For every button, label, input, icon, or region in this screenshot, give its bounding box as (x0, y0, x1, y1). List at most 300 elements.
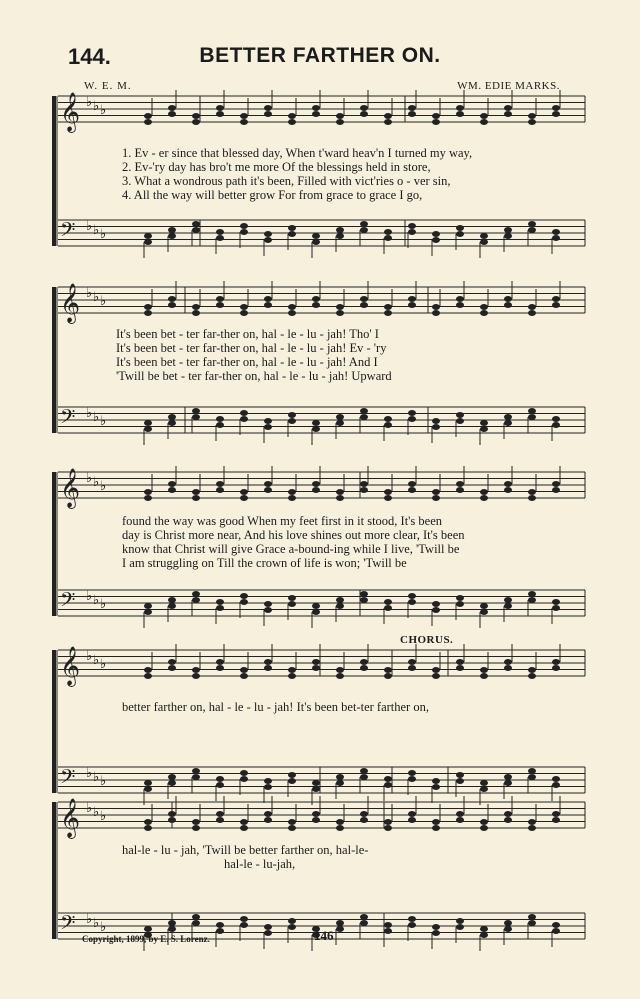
note-head (408, 223, 416, 229)
flat-sign: ♭ (86, 406, 93, 421)
note-head (192, 825, 200, 831)
note-head (528, 310, 536, 316)
note-head (408, 416, 416, 422)
note-head (456, 412, 464, 418)
note-head (312, 659, 320, 665)
lyrics-line-4: better farther on, hal - le - lu - jah! It's been bet-ter farther on, (122, 700, 429, 714)
flat-sign: ♭ (100, 809, 107, 824)
flat-sign: ♭ (100, 227, 107, 242)
note-head (384, 825, 392, 831)
note-head (408, 105, 416, 111)
note-head (504, 597, 512, 603)
note-head (168, 111, 176, 117)
note-head (312, 420, 320, 426)
note-head (504, 926, 512, 932)
note-head (288, 113, 296, 119)
note-head (264, 778, 272, 784)
note-head (336, 603, 344, 609)
words-credit: W. E. M. (84, 80, 132, 92)
treble-clef: 𝄞 (60, 646, 81, 686)
note-head (288, 304, 296, 310)
note-head (528, 304, 536, 310)
note-head (360, 920, 368, 926)
note-head (408, 922, 416, 928)
note-head (480, 119, 488, 125)
flat-sign: ♭ (93, 223, 100, 238)
note-head (384, 922, 392, 928)
note-head (528, 673, 536, 679)
note-head (480, 819, 488, 825)
note-head (360, 408, 368, 414)
note-head (312, 487, 320, 493)
note-head (480, 932, 488, 938)
system-bracket (52, 650, 56, 793)
note-head (168, 487, 176, 493)
lyrics-line-5b: hal-le - lu-jah, (224, 857, 296, 871)
note-head (432, 673, 440, 679)
note-head (192, 310, 200, 316)
note-head (288, 489, 296, 495)
note-head (384, 605, 392, 611)
note-head (336, 667, 344, 673)
note-head (528, 408, 536, 414)
note-head (552, 229, 560, 235)
note-head (432, 424, 440, 430)
note-head (528, 914, 536, 920)
note-head (504, 105, 512, 111)
verse-2-line-1: 2. Ev-'ry day has bro't me more Of the blessings held in store, (122, 160, 431, 174)
note-head (144, 603, 152, 609)
flat-sign: ♭ (100, 479, 107, 494)
page-number: 146 (314, 928, 334, 943)
note-head (192, 920, 200, 926)
note-head (456, 105, 464, 111)
note-head (144, 239, 152, 245)
note-head (264, 924, 272, 930)
hymn-number: 144. (68, 44, 111, 69)
note-head (432, 304, 440, 310)
note-head (168, 811, 176, 817)
note-head (216, 817, 224, 823)
note-head (288, 595, 296, 601)
note-head (384, 776, 392, 782)
note-head (432, 778, 440, 784)
note-head (144, 673, 152, 679)
note-head (552, 817, 560, 823)
note-head (360, 302, 368, 308)
note-head (240, 825, 248, 831)
note-head (336, 673, 344, 679)
note-head (408, 811, 416, 817)
note-head (480, 926, 488, 932)
note-head (168, 774, 176, 780)
verse-2-line-2: It's been bet - ter far-ther on, hal - le - lu - jah! Ev - 'ry (116, 341, 387, 355)
note-head (192, 408, 200, 414)
note-head (408, 665, 416, 671)
note-head (384, 229, 392, 235)
note-head (360, 768, 368, 774)
system-bracket (52, 802, 56, 939)
note-head (192, 667, 200, 673)
note-head (384, 489, 392, 495)
note-head (336, 825, 344, 831)
note-head (360, 774, 368, 780)
note-head (432, 418, 440, 424)
note-head (336, 414, 344, 420)
note-head (168, 665, 176, 671)
note-head (480, 786, 488, 792)
note-head (384, 667, 392, 673)
note-head (240, 416, 248, 422)
flat-sign: ♭ (100, 774, 107, 789)
note-head (480, 239, 488, 245)
note-head (144, 426, 152, 432)
note-head (336, 774, 344, 780)
note-head (288, 418, 296, 424)
note-head (216, 416, 224, 422)
music-credit: WM. EDIE MARKS. (457, 80, 560, 92)
note-head (336, 113, 344, 119)
note-head (384, 599, 392, 605)
note-head (504, 603, 512, 609)
flat-sign: ♭ (93, 290, 100, 305)
note-head (552, 416, 560, 422)
hymn-title: BETTER FARTHER ON. (199, 44, 441, 67)
note-head (240, 776, 248, 782)
flat-sign: ♭ (86, 649, 93, 664)
note-head (384, 119, 392, 125)
note-head (336, 489, 344, 495)
note-head (192, 119, 200, 125)
note-head (168, 926, 176, 932)
note-head (336, 780, 344, 786)
note-head (288, 825, 296, 831)
flat-sign: ♭ (93, 99, 100, 114)
bass-clef: 𝄢 (60, 911, 76, 939)
note-head (384, 495, 392, 501)
note-head (504, 665, 512, 671)
note-head (480, 420, 488, 426)
note-head (456, 817, 464, 823)
note-head (240, 113, 248, 119)
note-head (264, 930, 272, 936)
note-head (144, 609, 152, 615)
note-head (168, 481, 176, 487)
note-head (144, 113, 152, 119)
note-head (240, 593, 248, 599)
note-head (456, 296, 464, 302)
note-head (336, 304, 344, 310)
note-head (288, 495, 296, 501)
note-head (240, 489, 248, 495)
flat-sign: ♭ (100, 920, 107, 935)
note-head (312, 780, 320, 786)
flat-sign: ♭ (93, 805, 100, 820)
note-head (240, 673, 248, 679)
note-head (456, 665, 464, 671)
flat-sign: ♭ (100, 103, 107, 118)
verse-4-line-2: 'Twill be bet - ter far-ther on, hal - le - lu - jah! Upward (116, 369, 392, 383)
note-head (240, 916, 248, 922)
note-head (504, 780, 512, 786)
note-head (552, 302, 560, 308)
note-head (192, 221, 200, 227)
note-head (312, 609, 320, 615)
note-head (288, 778, 296, 784)
note-head (360, 817, 368, 823)
note-head (288, 225, 296, 231)
note-head (288, 601, 296, 607)
note-head (264, 487, 272, 493)
note-head (192, 227, 200, 233)
note-head (216, 782, 224, 788)
note-head (552, 922, 560, 928)
note-head (552, 811, 560, 817)
note-head (432, 667, 440, 673)
note-head (168, 296, 176, 302)
note-head (552, 481, 560, 487)
note-head (456, 111, 464, 117)
note-head (144, 495, 152, 501)
note-head (264, 784, 272, 790)
note-head (504, 420, 512, 426)
note-head (264, 105, 272, 111)
note-head (480, 603, 488, 609)
note-head (456, 231, 464, 237)
note-head (432, 825, 440, 831)
note-head (216, 235, 224, 241)
note-head (144, 926, 152, 932)
note-head (360, 597, 368, 603)
note-head (360, 487, 368, 493)
note-head (216, 296, 224, 302)
flat-sign: ♭ (93, 410, 100, 425)
flat-sign: ♭ (93, 770, 100, 785)
note-head (216, 105, 224, 111)
note-head (168, 659, 176, 665)
note-head (552, 487, 560, 493)
note-head (168, 105, 176, 111)
note-head (408, 229, 416, 235)
note-head (480, 489, 488, 495)
note-head (288, 231, 296, 237)
lyrics-line-5a: hal-le - lu - jah, 'Twill be better farther on, hal-le- (122, 843, 369, 857)
flat-sign: ♭ (100, 657, 107, 672)
note-head (240, 304, 248, 310)
note-head (504, 111, 512, 117)
note-head (360, 111, 368, 117)
note-head (408, 593, 416, 599)
note-head (456, 418, 464, 424)
note-head (264, 811, 272, 817)
note-head (408, 776, 416, 782)
note-head (480, 825, 488, 831)
note-head (432, 495, 440, 501)
note-head (192, 774, 200, 780)
note-head (264, 481, 272, 487)
note-head (288, 673, 296, 679)
note-head (288, 924, 296, 930)
note-head (384, 928, 392, 934)
note-head (144, 825, 152, 831)
flat-sign: ♭ (86, 912, 93, 927)
note-head (384, 113, 392, 119)
note-head (216, 229, 224, 235)
flat-sign: ♭ (93, 593, 100, 608)
note-head (528, 768, 536, 774)
note-head (504, 414, 512, 420)
treble-clef: 𝄞 (60, 92, 81, 132)
note-head (216, 665, 224, 671)
note-head (240, 599, 248, 605)
flat-sign: ♭ (86, 801, 93, 816)
verse-2-line-3: day is Christ more near, And his love shines out more clear, It's been (122, 528, 465, 542)
note-head (216, 605, 224, 611)
note-head (552, 235, 560, 241)
flat-sign: ♭ (100, 597, 107, 612)
note-head (264, 817, 272, 823)
note-head (528, 591, 536, 597)
note-head (192, 495, 200, 501)
note-head (216, 487, 224, 493)
note-head (456, 811, 464, 817)
note-head (528, 414, 536, 420)
note-head (360, 811, 368, 817)
note-head (408, 487, 416, 493)
note-head (336, 233, 344, 239)
note-head (384, 416, 392, 422)
note-head (144, 786, 152, 792)
note-head (408, 296, 416, 302)
bass-clef: 𝄢 (60, 218, 76, 246)
note-head (144, 780, 152, 786)
note-head (192, 914, 200, 920)
note-head (240, 667, 248, 673)
note-head (264, 237, 272, 243)
note-head (552, 665, 560, 671)
note-head (360, 296, 368, 302)
note-head (312, 111, 320, 117)
note-head (480, 113, 488, 119)
note-head (312, 603, 320, 609)
note-head (288, 918, 296, 924)
verse-1-line-2: It's been bet - ter far-ther on, hal - le - lu - jah! Tho' I (116, 327, 379, 341)
note-head (528, 489, 536, 495)
note-head (480, 304, 488, 310)
note-head (432, 601, 440, 607)
note-head (432, 784, 440, 790)
flat-sign: ♭ (100, 294, 107, 309)
note-head (456, 595, 464, 601)
note-head (288, 412, 296, 418)
note-head (168, 603, 176, 609)
note-head (240, 119, 248, 125)
note-head (552, 782, 560, 788)
note-head (264, 111, 272, 117)
note-head (432, 119, 440, 125)
note-head (480, 310, 488, 316)
note-head (264, 665, 272, 671)
note-head (216, 811, 224, 817)
note-head (216, 776, 224, 782)
note-head (168, 233, 176, 239)
treble-clef: 𝄞 (60, 468, 81, 508)
note-head (168, 414, 176, 420)
flat-sign: ♭ (100, 414, 107, 429)
note-head (144, 819, 152, 825)
bass-clef: 𝄢 (60, 588, 76, 616)
note-head (360, 414, 368, 420)
note-head (264, 418, 272, 424)
note-head (312, 811, 320, 817)
note-head (312, 426, 320, 432)
note-head (192, 597, 200, 603)
note-head (528, 825, 536, 831)
note-head (288, 819, 296, 825)
note-head (240, 922, 248, 928)
note-head (240, 310, 248, 316)
note-head (192, 414, 200, 420)
system-bracket (52, 96, 56, 246)
note-head (360, 665, 368, 671)
note-head (480, 673, 488, 679)
note-head (552, 422, 560, 428)
note-head (456, 659, 464, 665)
note-head (144, 667, 152, 673)
note-head (456, 481, 464, 487)
note-head (312, 481, 320, 487)
verse-3-line-2: It's been bet - ter far-ther on, hal - le - lu - jah! And I (116, 355, 378, 369)
note-head (456, 772, 464, 778)
note-head (336, 495, 344, 501)
note-head (408, 916, 416, 922)
note-head (264, 659, 272, 665)
note-head (384, 673, 392, 679)
note-head (552, 776, 560, 782)
note-head (552, 105, 560, 111)
note-head (456, 225, 464, 231)
note-head (312, 817, 320, 823)
note-head (312, 239, 320, 245)
note-head (504, 481, 512, 487)
note-head (528, 774, 536, 780)
note-head (432, 310, 440, 316)
note-head (432, 113, 440, 119)
note-head (408, 481, 416, 487)
note-head (216, 599, 224, 605)
note-head (288, 667, 296, 673)
bass-clef: 𝄢 (60, 405, 76, 433)
note-head (504, 817, 512, 823)
note-head (480, 609, 488, 615)
verse-1-line-3: found the way was good When my feet first in it stood, It's been (122, 514, 443, 528)
note-head (504, 302, 512, 308)
note-head (480, 667, 488, 673)
note-head (480, 233, 488, 239)
note-head (264, 231, 272, 237)
note-head (504, 487, 512, 493)
verse-1-line-1: 1. Ev - er since that blessed day, When t'ward heav'n I turned my way, (122, 146, 473, 160)
note-head (360, 227, 368, 233)
note-head (168, 920, 176, 926)
note-head (144, 233, 152, 239)
note-head (288, 119, 296, 125)
note-head (144, 304, 152, 310)
note-head (384, 782, 392, 788)
note-head (240, 229, 248, 235)
note-head (264, 424, 272, 430)
note-head (528, 597, 536, 603)
